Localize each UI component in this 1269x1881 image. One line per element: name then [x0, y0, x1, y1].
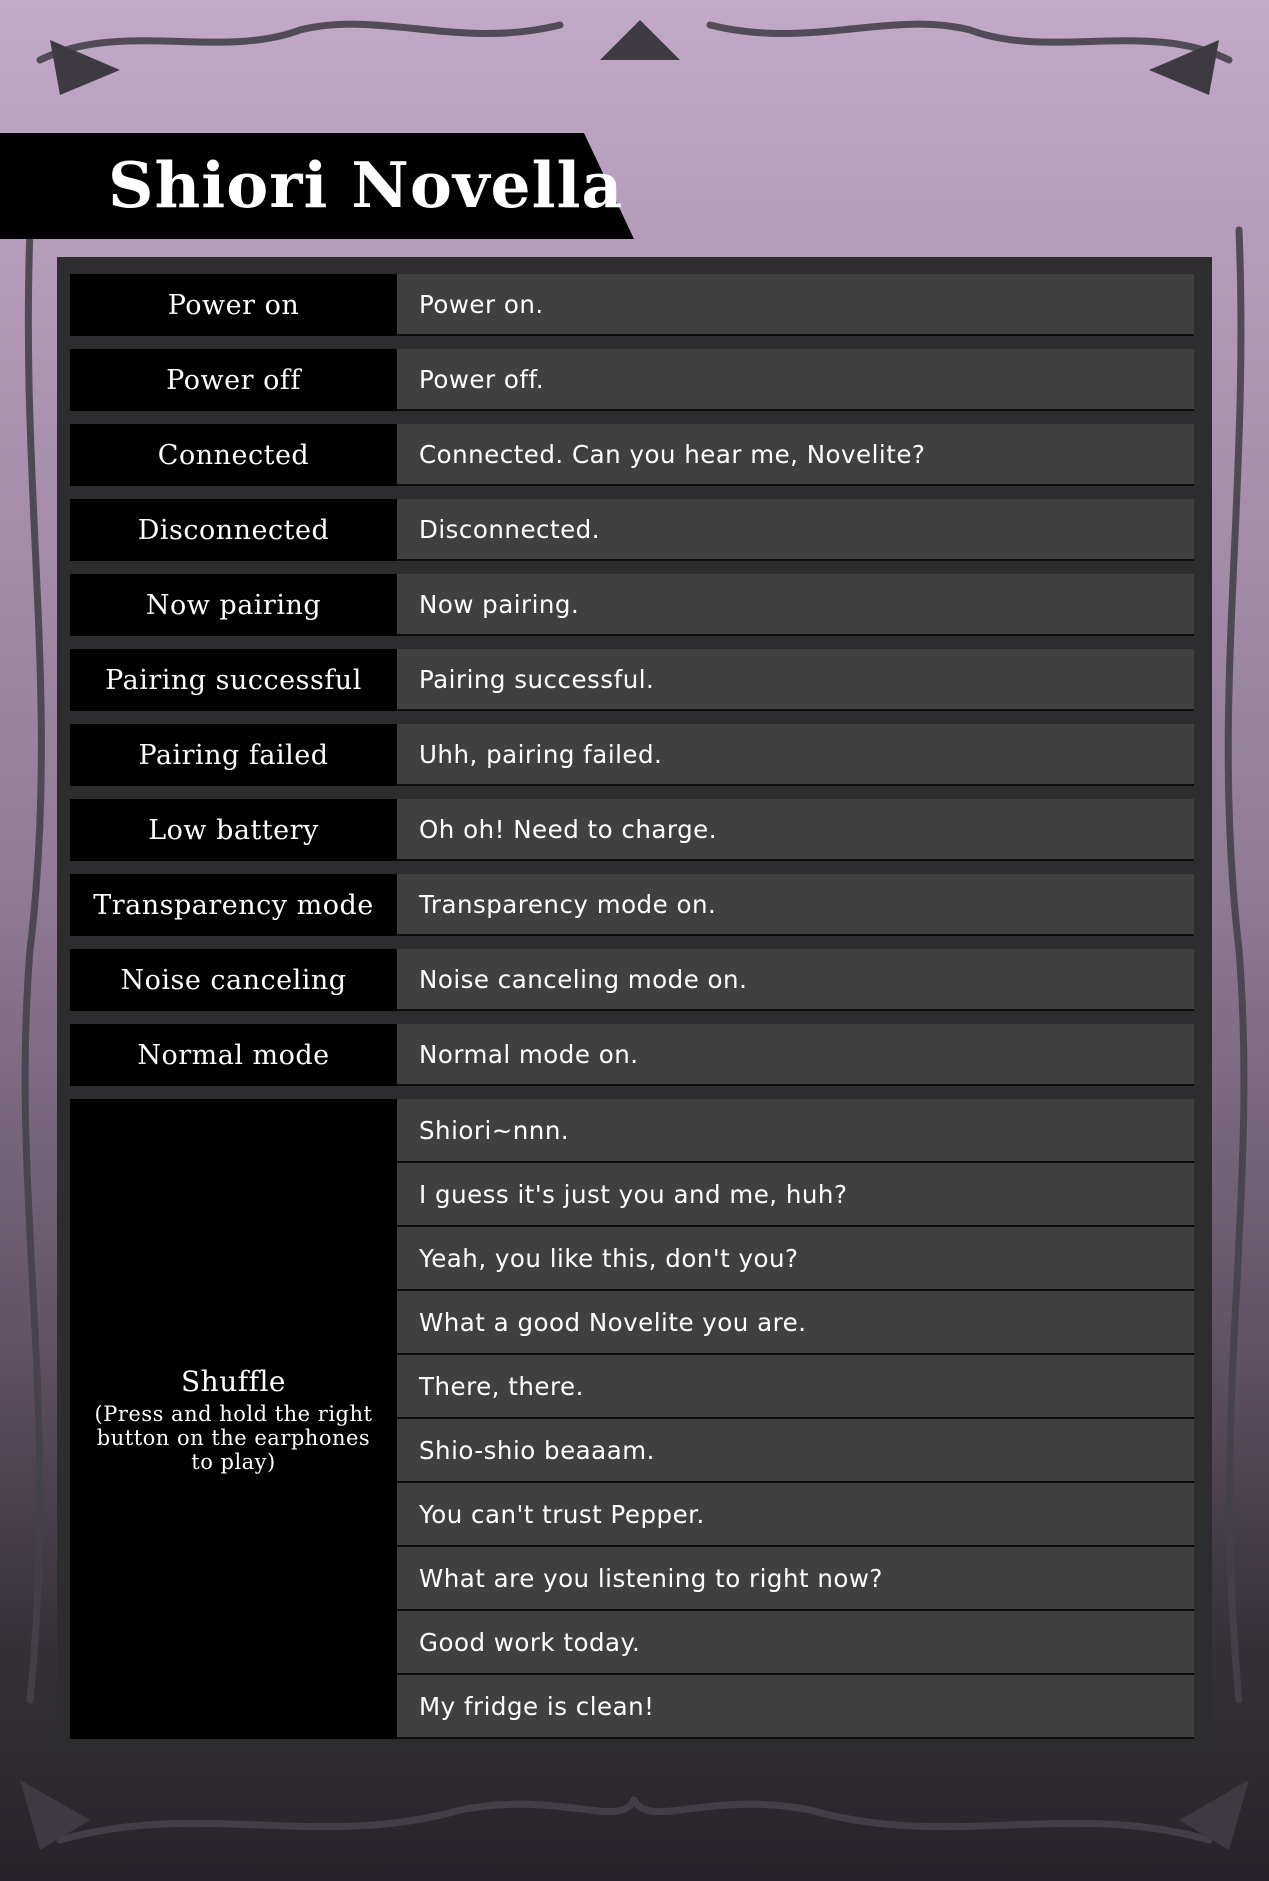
table-row [70, 349, 1194, 411]
shuffle-line: There, there. [397, 1355, 1194, 1419]
table-row [70, 274, 1194, 336]
command-label: Low battery [70, 799, 397, 861]
voice-line: Connected. Can you hear me, Novelite? [397, 424, 1194, 486]
shuffle-line: You can't trust Pepper. [397, 1483, 1194, 1547]
command-label: Power off [70, 349, 397, 411]
voice-line-table [70, 274, 1194, 1739]
command-label: Noise canceling [70, 949, 397, 1011]
shuffle-line: I guess it's just you and me, huh? [397, 1163, 1194, 1227]
command-label: Normal mode [70, 1024, 397, 1086]
shuffle-section [70, 1099, 1194, 1739]
command-label: Now pairing [70, 574, 397, 636]
table-row [70, 424, 1194, 486]
table-row [70, 799, 1194, 861]
voice-line: Transparency mode on. [397, 874, 1194, 936]
shuffle-line: Shio-shio beaaam. [397, 1419, 1194, 1483]
table-row [70, 949, 1194, 1011]
table-row [70, 874, 1194, 936]
shuffle-instructions: (Press and hold the right button on the earphones to play) [94, 1401, 373, 1474]
page-title: Shiori Novella [108, 148, 624, 222]
shuffle-line: My fridge is clean! [397, 1675, 1194, 1739]
command-label: Transparency mode [70, 874, 397, 936]
shuffle-lines-list [397, 1099, 1194, 1739]
table-row [70, 1024, 1194, 1086]
voice-line: Now pairing. [397, 574, 1194, 636]
voice-line: Oh oh! Need to charge. [397, 799, 1194, 861]
command-label: Disconnected [70, 499, 397, 561]
voice-line: Normal mode on. [397, 1024, 1194, 1086]
table-row [70, 649, 1194, 711]
table-row [70, 574, 1194, 636]
voice-line: Power off. [397, 349, 1194, 411]
shuffle-line: Yeah, you like this, don't you? [397, 1227, 1194, 1291]
table-row [70, 724, 1194, 786]
command-label: Pairing failed [70, 724, 397, 786]
voice-line: Pairing successful. [397, 649, 1194, 711]
voice-line: Uhh, pairing failed. [397, 724, 1194, 786]
shuffle-line: Good work today. [397, 1611, 1194, 1675]
command-label: Connected [70, 424, 397, 486]
shuffle-line: What a good Novelite you are. [397, 1291, 1194, 1355]
shuffle-label-cell [70, 1099, 397, 1739]
shuffle-line: What are you listening to right now? [397, 1547, 1194, 1611]
shuffle-line: Shiori~nnn. [397, 1099, 1194, 1163]
voice-line: Disconnected. [397, 499, 1194, 561]
command-label: Pairing successful [70, 649, 397, 711]
voice-line: Noise canceling mode on. [397, 949, 1194, 1011]
voice-line: Power on. [397, 274, 1194, 336]
shuffle-title: Shuffle [181, 1364, 286, 1398]
command-label: Power on [70, 274, 397, 336]
table-row [70, 499, 1194, 561]
